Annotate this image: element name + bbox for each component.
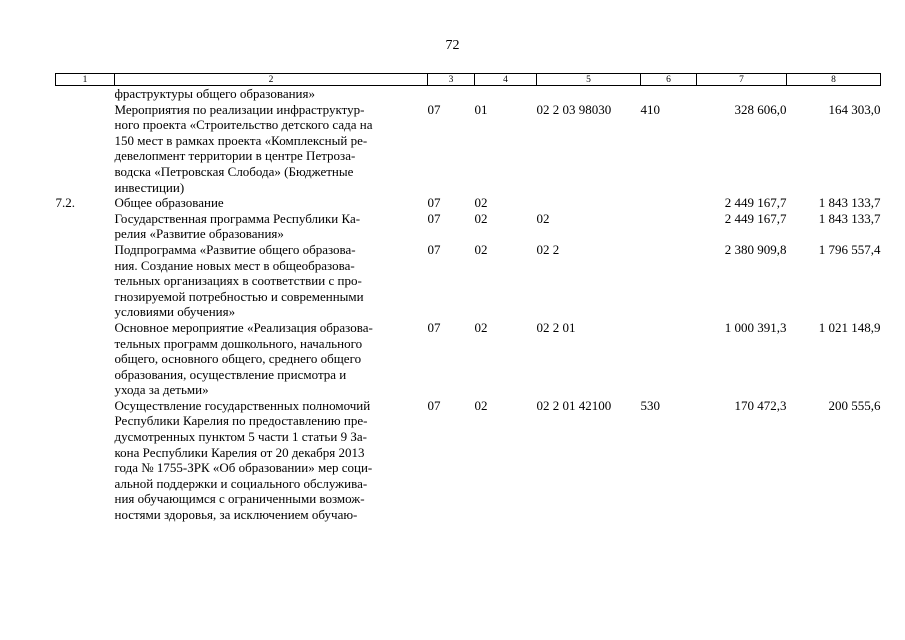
amount-col-8: 164 303,0 (828, 101, 881, 117)
description-line: Государственная программа Республики Ка- (114, 210, 361, 226)
description-line: образования, осуществление присмотра и (114, 366, 347, 382)
amount-col-7: 1 000 391,3 (724, 319, 787, 335)
section-code: 07 (427, 397, 441, 413)
section-code: 07 (427, 319, 441, 335)
description-line: тельных организациях в соответствии с про- (114, 273, 362, 289)
description-line: ния обучающимся с ограниченными возмож- (114, 491, 365, 507)
table-row (56, 211, 881, 242)
budget-table (55, 73, 881, 523)
target-item-code (537, 86, 641, 102)
subsection-code: 02 (474, 319, 488, 335)
header-col-5: 5 (537, 74, 641, 86)
row-number (56, 86, 115, 102)
target-item-code: 02 2 (536, 241, 560, 257)
header-col-2: 2 (115, 74, 428, 86)
subsection-code: 02 (474, 397, 488, 413)
row-number (56, 320, 115, 398)
description-line: Подпрограмма «Развитие общего образова- (114, 241, 356, 257)
header-col-6: 6 (641, 74, 697, 86)
table-row (56, 398, 881, 523)
section-code: 07 (427, 210, 441, 226)
amount-col-7 (697, 86, 787, 102)
header-col-8: 8 (787, 74, 881, 86)
subsection-code: 02 (474, 210, 488, 226)
description-line: дусмотренных пунктом 5 части 1 статьи 9 За- (114, 429, 367, 445)
table-row (56, 102, 881, 196)
table-body (56, 86, 881, 523)
row-number (56, 398, 115, 523)
description-line: инвестиции) (114, 179, 185, 195)
target-item-code: 02 2 01 42100 (536, 397, 612, 413)
description-line: ухода за детьми» (114, 382, 209, 398)
description-line: Основное мероприятие «Реализация образова- (114, 319, 373, 335)
description-line: Общее образование (114, 195, 224, 211)
description-line: Мероприятия по реализации инфраструктур- (114, 101, 365, 117)
expense-type-code (641, 195, 697, 211)
description-line: релия «Развитие образования» (114, 226, 284, 242)
amount-col-8: 1 021 148,9 (818, 319, 881, 335)
description-line: кона Республики Карелия от 20 декабря 2013 (114, 444, 365, 460)
header-col-4: 4 (475, 74, 537, 86)
row-number: 7.2. (55, 195, 75, 211)
description-line: Осуществление государственных полномочий (114, 397, 371, 413)
table-row (56, 195, 881, 211)
description-line: тельных программ дошкольного, начального (114, 335, 363, 351)
row-description (115, 102, 428, 196)
expense-type-code (641, 211, 697, 242)
subsection-code: 02 (474, 241, 488, 257)
row-number (56, 242, 115, 320)
expense-type-code (641, 86, 697, 102)
expense-type-code: 530 (640, 397, 660, 413)
amount-col-7: 328 606,0 (734, 101, 787, 117)
header-col-3: 3 (428, 74, 475, 86)
description-line: гнозируемой потребностью и современными (114, 288, 364, 304)
section-code: 07 (427, 195, 441, 211)
description-line: девелопмент территории в центре Петроза- (114, 148, 356, 164)
description-line: ностями здоровья, за исключением обучаю- (114, 507, 358, 523)
table-row (56, 86, 881, 102)
header-col-1: 1 (56, 74, 115, 86)
amount-col-8: 1 843 133,7 (818, 210, 881, 226)
description-line: фраструктуры общего образования» (114, 86, 315, 101)
row-description (115, 398, 428, 523)
row-description (115, 242, 428, 320)
row-description (115, 211, 428, 242)
target-item-code: 02 (536, 210, 550, 226)
expense-type-code (641, 320, 697, 398)
amount-col-8 (787, 86, 881, 102)
description-line: ния. Создание новых мест в общеобразова- (114, 257, 355, 273)
table-row (56, 320, 881, 398)
subsection-code: 02 (474, 195, 488, 211)
target-item-code: 02 2 03 98030 (536, 101, 612, 117)
page-number: 72 (445, 38, 460, 53)
description-line: условиями обучения» (114, 304, 236, 320)
description-line: альной поддержки и социального обслужива- (114, 475, 368, 491)
table-row (56, 242, 881, 320)
amount-col-8: 200 555,6 (828, 397, 881, 413)
description-line: года № 1755-ЗРК «Об образовании» мер соци- (114, 460, 373, 476)
amount-col-8: 1 843 133,7 (818, 195, 881, 211)
header-col-7: 7 (697, 74, 787, 86)
target-item-code (537, 195, 641, 211)
row-number (56, 211, 115, 242)
row-description (115, 86, 428, 102)
amount-col-7: 170 472,3 (734, 397, 787, 413)
amount-col-7: 2 449 167,7 (724, 210, 787, 226)
description-line: водска «Петровская Слобода» (Бюджетные (114, 163, 354, 179)
amount-col-7: 2 449 167,7 (724, 195, 787, 211)
subsection-code (475, 86, 537, 102)
section-code: 07 (427, 101, 441, 117)
description-line: Республики Карелия по предоставлению пре- (114, 413, 368, 429)
amount-col-8: 1 796 557,4 (818, 241, 881, 257)
target-item-code: 02 2 01 (536, 319, 576, 335)
description-line: 150 мест в рамках проекта «Комплексный ре- (114, 132, 368, 148)
expense-type-code (641, 242, 697, 320)
row-description (115, 195, 428, 211)
expense-type-code: 410 (640, 101, 660, 117)
table-header (56, 74, 881, 86)
subsection-code: 01 (474, 101, 488, 117)
section-code (428, 86, 475, 102)
row-description (115, 320, 428, 398)
section-code: 07 (427, 241, 441, 257)
description-line: ного проекта «Строительство детского сада на (114, 117, 373, 133)
amount-col-7: 2 380 909,8 (724, 241, 787, 257)
row-number (56, 102, 115, 196)
description-line: общего, основного общего, среднего общего (114, 351, 362, 367)
